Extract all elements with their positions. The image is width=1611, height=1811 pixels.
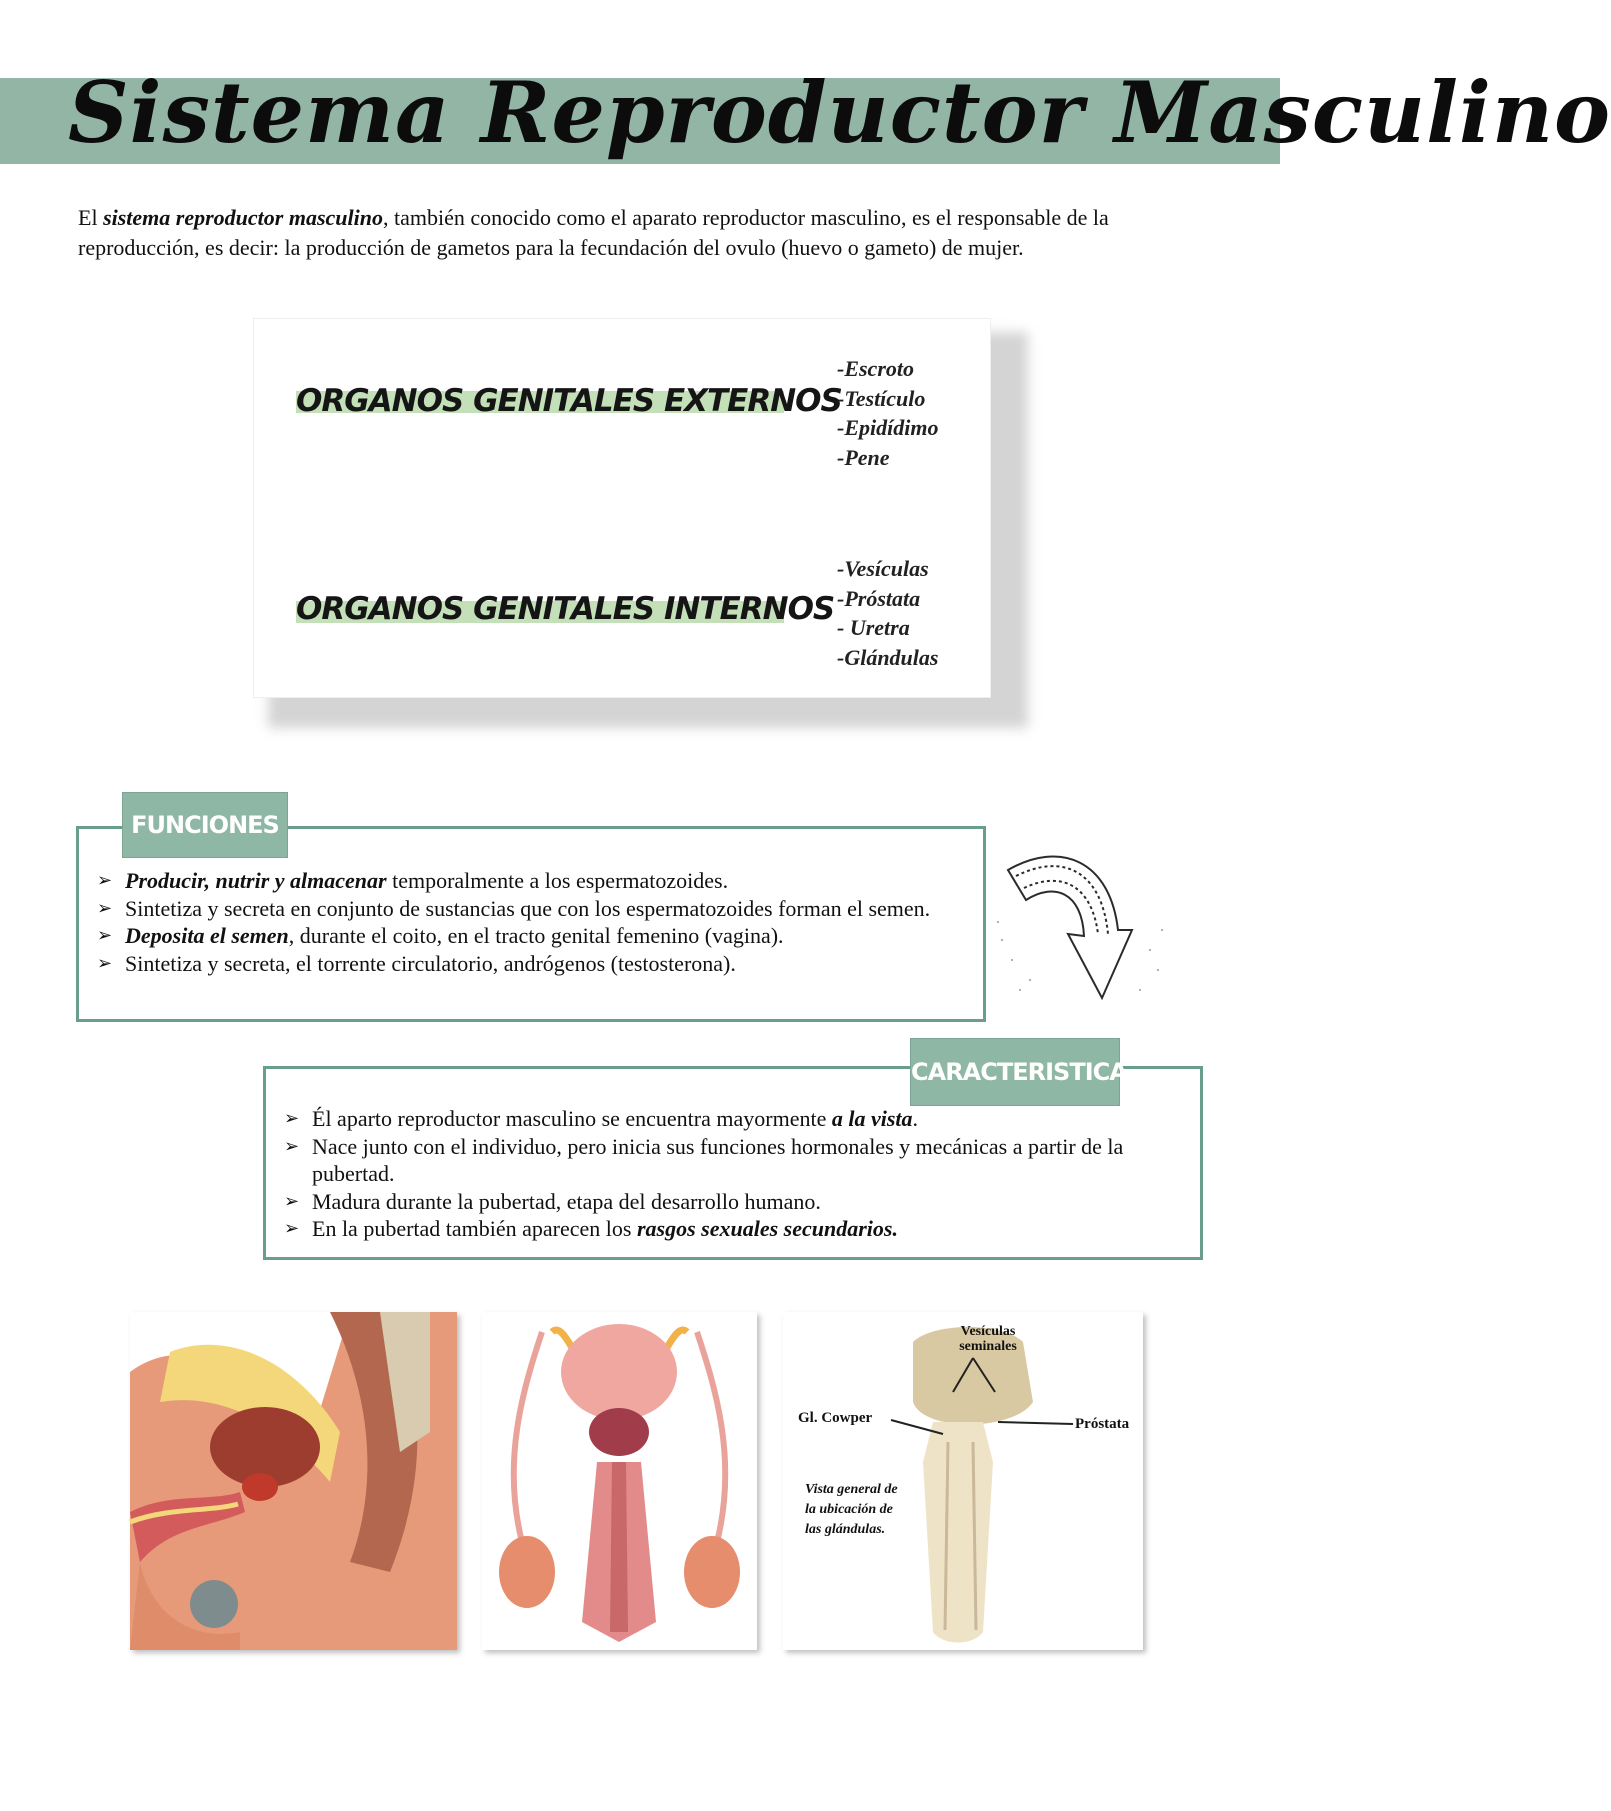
arrowhead-bullet-icon: ➢ xyxy=(284,1135,300,1157)
funciones-item xyxy=(97,922,967,950)
arrowhead-bullet-icon: ➢ xyxy=(97,925,113,946)
glands-caption-line3: las glándulas. xyxy=(805,1522,886,1537)
arrowhead-bullet-icon: ➢ xyxy=(97,870,113,891)
internal-organs-heading xyxy=(296,591,835,627)
organs-card xyxy=(253,318,991,698)
funciones-item-bold: Deposita el semen xyxy=(125,923,289,948)
internal-heading-text: ORGANOS GENITALES INTERNOS xyxy=(296,591,835,627)
arrowhead-bullet-icon: ➢ xyxy=(97,952,113,974)
funciones-item-text: Sintetiza y secreta, el torrente circulatorio, andrógenos (testosterona). xyxy=(125,950,736,976)
intro-paragraph xyxy=(78,203,1218,263)
intro-rest: , también conocido como el aparato reproductor masculino, es el responsable de la reproducción, es decir: la producción de gametos para la fecundación del ovulo (huevo o gameto) de mujer. xyxy=(78,205,1109,260)
frontal-view-image xyxy=(482,1312,757,1650)
internal-organ-item: -Glándulas xyxy=(837,644,939,670)
arrowhead-bullet-icon: ➢ xyxy=(97,897,113,919)
arrowhead-bullet-icon: ➢ xyxy=(284,1190,300,1212)
caracteristica-list xyxy=(284,1105,1184,1243)
cowper-label: Gl. Cowper xyxy=(798,1410,873,1426)
arrowhead-bullet-icon: ➢ xyxy=(284,1108,300,1129)
caracteristica-item-text: Nace junto con el individuo, pero inicia sus funciones hormonales y mecánicas a partir de la pubertad. xyxy=(312,1133,1124,1186)
caracteristica-item-text: En la pubertad también aparecen los xyxy=(312,1216,637,1241)
external-organ-item: -Pene xyxy=(837,444,890,470)
external-organ-item: -Testículo xyxy=(837,385,926,411)
funciones-item-text: , durante el coito, en el tracto genital femenino (vagina). xyxy=(288,923,784,948)
caracteristica-tab: CARACTERISTICA xyxy=(910,1038,1120,1106)
caracteristica-item-text: Madura durante la pubertad, etapa del desarrollo humano. xyxy=(312,1188,821,1214)
external-organ-item: -Escroto xyxy=(837,356,914,381)
page-title: Sistema Reproductor Masculino xyxy=(68,63,1611,162)
external-organ-item: -Epidídimo xyxy=(837,415,939,440)
internal-organs-list xyxy=(837,554,938,672)
curved-arrow-icon xyxy=(990,830,1170,1020)
external-heading-text: ORGANOS GENITALES EXTERNOS xyxy=(296,383,842,419)
arrowhead-bullet-icon: ➢ xyxy=(284,1218,300,1239)
glands-caption-line1: Vista general de xyxy=(805,1482,898,1497)
caracteristica-item xyxy=(284,1105,1184,1133)
funciones-item-text: Sintetiza y secreta en conjunto de sustancias que con los espermatozoides forman el semen. xyxy=(125,895,931,921)
caracteristica-item-tail: . xyxy=(912,1106,919,1131)
funciones-item xyxy=(97,950,967,978)
intro-emphasis: sistema reproductor masculino xyxy=(103,205,383,230)
funciones-tab: FUNCIONES xyxy=(122,792,288,858)
caracteristica-item xyxy=(284,1215,1184,1243)
funciones-item xyxy=(97,867,967,895)
glands-diagram-image xyxy=(783,1312,1143,1650)
intro-prefix: El xyxy=(78,205,104,230)
funciones-item xyxy=(97,895,967,923)
caracteristica-item-bold: rasgos sexuales secundarios. xyxy=(636,1216,898,1241)
caracteristica-item-bold: a la vista xyxy=(831,1106,913,1131)
glands-caption-line2: la ubicación de xyxy=(805,1502,893,1517)
external-organs-list xyxy=(837,354,938,472)
caracteristica-item xyxy=(284,1133,1184,1188)
prostata-label: Próstata xyxy=(1075,1416,1130,1432)
caracteristica-item xyxy=(284,1188,1184,1216)
internal-organ-item: - Uretra xyxy=(837,615,910,640)
vesiculas-label-line2: seminales xyxy=(959,1339,1017,1354)
sagittal-section-image xyxy=(130,1312,457,1650)
vesiculas-label-line1: Vesículas xyxy=(960,1324,1016,1339)
vesiculas-label xyxy=(953,1324,1023,1354)
internal-organ-item: -Próstata xyxy=(837,585,921,611)
funciones-item-bold: Producir, nutrir y almacenar xyxy=(125,868,387,893)
caracteristica-item-text: Él aparto reproductor masculino se encuentra mayormente xyxy=(312,1106,832,1131)
external-organs-heading xyxy=(296,383,842,419)
funciones-list xyxy=(97,867,967,977)
frontal-view-illustration xyxy=(482,1312,757,1650)
internal-organ-item: -Vesículas xyxy=(837,556,929,581)
glands-caption xyxy=(805,1480,898,1540)
funciones-item-text: temporalmente a los espermatozoides. xyxy=(386,868,729,893)
sagittal-section-illustration xyxy=(130,1312,457,1650)
